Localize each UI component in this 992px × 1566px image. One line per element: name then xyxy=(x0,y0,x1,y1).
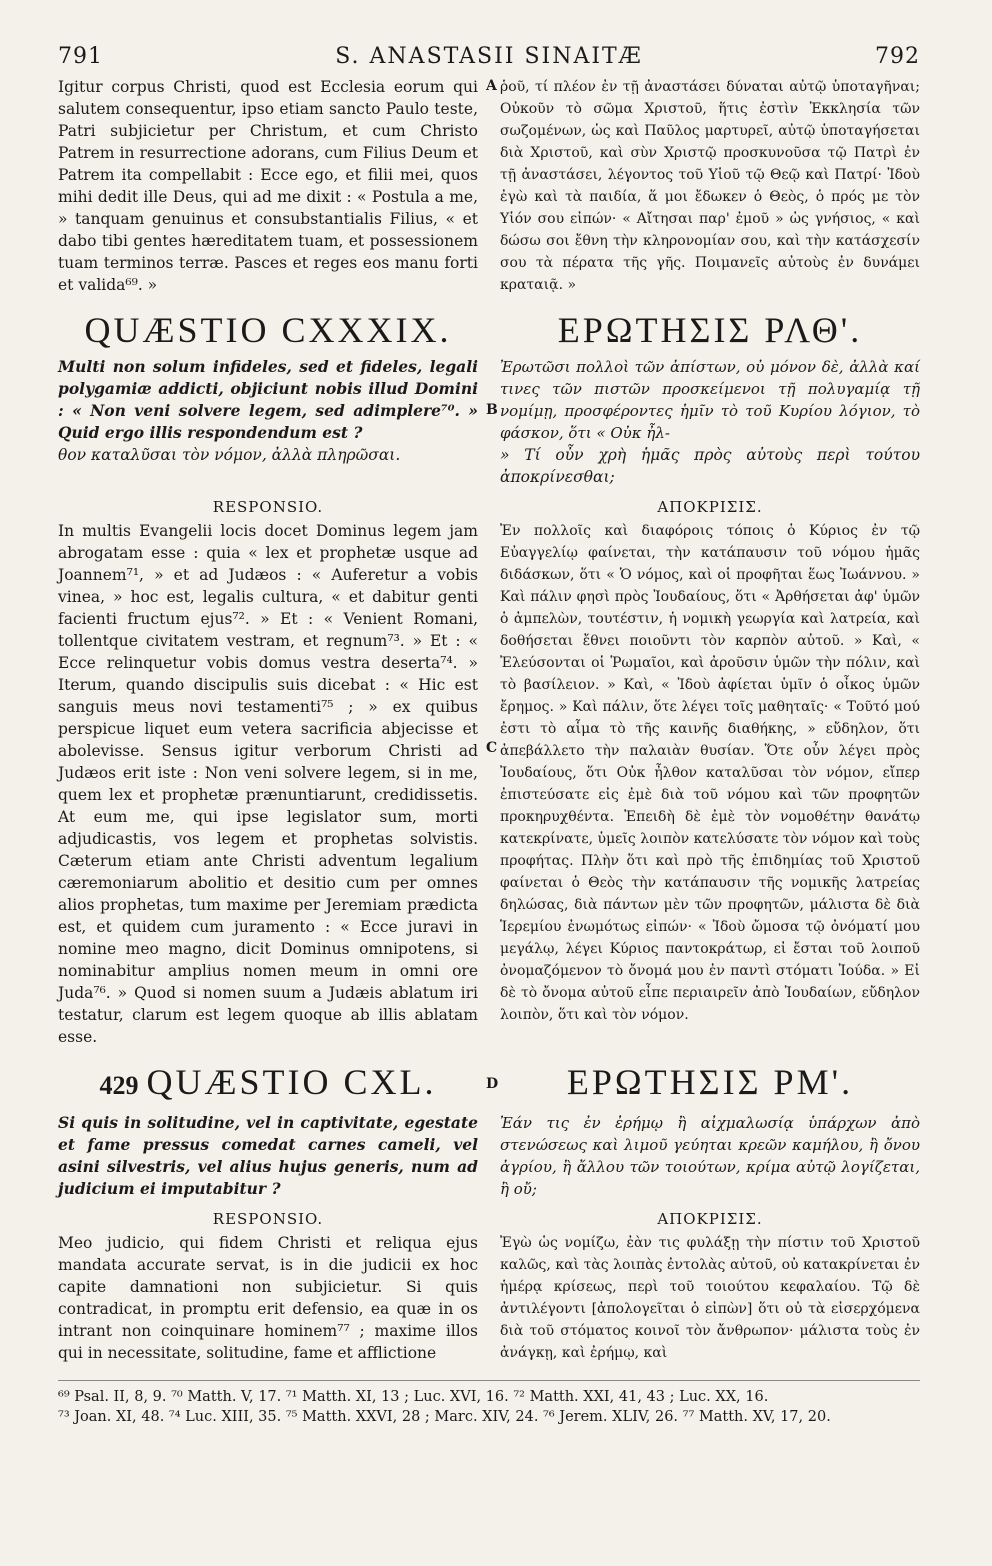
question-heading-greek: ΕΡΩΤΗΣΙΣ ΡΛΘ'. xyxy=(557,310,863,350)
question-text-greek: Ἐρωτῶσι πολλοὶ τῶν ἀπίστων, οὐ μόνον δὲ, ἀλλὰ καί τινες τῶν πιστῶν προσκείμενοι τῇ πολυγαμίᾳ τῇ νομίμῃ, προσφέροντες ἡμῖν τὸ τοῦ Κυρίου λόγιον, τὸ φάσκον, ὅτι « Οὐκ ἦλ- xyxy=(500,358,920,442)
question-text-latin: Multi non solum infideles, sed et fideles, legali polygamiæ addicti, objiciunt nobis illud Domini : « Non veni solvere legem, sed adimplere⁷⁰. » Quid ergo illis respondendum est ? xyxy=(58,357,478,442)
question-text-greek: Ἐάν τις ἐν ἐρήμῳ ἢ αἰχμαλωσίᾳ ὑπάρχων ἀπὸ στενώσεως καὶ λιμοῦ γεύηται κρεῶν καμήλου, ἢ ὄνου ἀγρίου, ἢ ἄλλου τῶν τοιούτων, κρίμα αὐτῷ λογίζεται, ἢ οὔ; xyxy=(500,1114,920,1198)
latin-column xyxy=(58,76,478,296)
page-number-right: 792 xyxy=(875,44,920,69)
margin-letter-c: C xyxy=(486,740,498,756)
greek-paragraph: ῥοῦ, τί πλέον ἐν τῇ ἀναστάσει δύναται αὐτῷ ὑποταγῆναι; Οὐκοῦν τὸ σῶμα Χριστοῦ, ἥτις ἐστὶν Ἐκκλησία τῶν σωζομένων, ὡς καὶ Παῦλος μαρτυρεῖ, αὐτῷ ὑποταγήσεται διὰ Χριστοῦ, καὶ σὺν Χριστῷ προσκυνοῦσα τῷ Πατρὶ ἐν τῇ ἀναστάσει, λέγοντος τοῦ Υἱοῦ τῷ Θεῷ καὶ Πατρί· Ἰδοὺ ἐγὼ καὶ τὰ παιδία, ἅ μοι ἔδωκεν ὁ Θεὸς, ὁ πρός με τὸν Υἱόν σου εἰπών· « Αἴτησαι παρ' ἐμοῦ » ὡς γνήσιος, « καὶ δώσω σοι ἔθνη τὴν κληρονομίαν σου, καὶ τὴν κατάσχεσίν σου τὰ πέρατα τῆς γῆς. Ποιμανεῖς αὐτοὺς ἐν δυνάμει κραταιᾷ. » xyxy=(500,79,920,293)
latin-paragraph: Igitur corpus Christi, quod est Ecclesia eorum qui salutem consequentur, ipso etiam sancto Paulo teste, Patri subjicietur per Christum, et cum Christo Patrem in resurrectione adorans, cum Filius Deum et Patrem ita compellabit : Ecce ego, et filii mei, quos mihi dedit ille Deus, qui ad me dixit : « Postula a me, » tanquam genuinus et consubstantialis Filius, « et dabo tibi gentes hæreditatem tuam, et possessionem tuam terminos terræ. Pasces et reges eos manu forti et valida⁶⁹. » xyxy=(58,78,478,294)
question-140-intro xyxy=(58,1112,920,1200)
page xyxy=(58,38,920,1427)
margin-letter-a: A xyxy=(486,78,497,94)
question-139-headings xyxy=(58,296,920,356)
question-heading-latin: QUÆSTIO CXXXIX. xyxy=(84,310,452,350)
column-number: 429 xyxy=(99,1071,139,1100)
footnote-line: ⁶⁹ Psal. II, 8, 9. ⁷⁰ Matth. V, 17. ⁷¹ Matth. XI, 13 ; Luc. XVI, 16. ⁷² Matth. XXI, 41, 43 ; Luc. XX, 16. xyxy=(58,1389,769,1405)
footnotes xyxy=(58,1380,920,1427)
greek-continuation-left: θον καταλῦσαι τὸν νόμον, ἀλλὰ πληρῶσαι. xyxy=(58,446,401,464)
response-text-greek: Ἐγὼ ὡς νομίζω, ἐὰν τις φυλάξῃ τὴν πίστιν τοῦ Χριστοῦ καλῶς, καὶ τὰς λοιπὰς ἐντολὰς αὐτοῦ, οὐ κατακρίνεται ἐν ἡμέρᾳ κρίσεως, περὶ τοῦ τοιούτου κεφαλαίου. Τῷ δὲ ἀντιλέγοντι [ἀπολογεῖται ὁ εἰπὼν] ὅτι οὐ τὰ εἰσερχόμενα διὰ τοῦ στόματος κοινοῖ τὸν ἄνθρωπον· μάλιστα τοὺς ἐν ἀνάγκῃ, καὶ ἐρήμῳ, καὶ xyxy=(500,1235,920,1361)
question-139-continuation xyxy=(58,444,920,488)
response-text-latin: Meo judicio, qui fidem Christi et reliqua ejus mandata accurate servat, is in die judicii ex hoc capite damnationi non subjicietur. Si quis contradicat, in promptu erit defensio, ea quæ in os intrant non coinquinare hominem⁷⁷ ; maxime illos qui in necessitate, solitudine, fame et afflictione xyxy=(58,1234,478,1362)
question-139-intro xyxy=(58,356,920,444)
footnote-line: ⁷³ Joan. XI, 48. ⁷⁴ Luc. XIII, 35. ⁷⁵ Matth. XXVI, 28 ; Marc. XIV, 24. ⁷⁶ Jerem. XLIV, 26. ⁷⁷ Matth. XV, 17, 20. xyxy=(58,1409,831,1425)
greek-continuation-right: » Τί οὖν χρὴ ἡμᾶς πρὸς αὐτοὺς περὶ τούτου ἀποκρίνεσθαι; xyxy=(500,446,920,486)
response-140-headings xyxy=(58,1200,920,1232)
response-text-greek: Ἐν πολλοῖς καὶ διαφόροις τόποις ὁ Κύριος ἐν τῷ Εὐαγγελίῳ φαίνεται, τὴν κατάπαυσιν τοῦ νόμου ἡμᾶς διδάσκων, ὅτι « Ὁ νόμος, καὶ οἱ προφῆται ἕως Ἰωάννου. » Καὶ πάλιν φησὶ πρὸς Ἰουδαίους, ὅτι « Ἀρθήσεται ἀφ' ὑμῶν ὁ ἀμπελὼν, τουτέστιν, ἡ νομικὴ γεωργία καὶ λατρεία, καὶ δοθήσεται ἔθνει ποιοῦντι τὸν καρπὸν αὐτοῦ. » Καὶ, « Ἐλεύσονται οἱ Ῥωμαῖοι, καὶ ἀροῦσιν ὑμῶν τὴν πόλιν, καὶ τὸ βασίλειον. » Καὶ, « Ἰδοὺ ἀφίεται ὑμῖν ὁ οἶκος ὑμῶν ἔρημος. » Καὶ πάλιν, ὅτε λέγει τοῖς μαθηταῖς· « Τοῦτό μού ἐστι τὸ αἷμα τὸ τῆς καινῆς διαθήκης, » εὔδηλον, ὅτι ἀπεβάλλετο τὴν παλαιὰν θυσίαν. Ὅτε οὖν λέγει πρὸς Ἰουδαίους, ὅτι Οὐκ ἦλθον καταλῦσαι τὸν νόμον, εἴπερ ἐπιστεύσατε εἰς ἐμὲ διὰ τοῦ νόμου καὶ τῶν προφητῶν προκηρυχθέντα. Ἐπειδὴ δὲ ἐμὲ τὸν νομοθέτην θανάτῳ κατεκρίνατε, ὑμεῖς λοιπὸν κατελύσατε τὸν νόμον καὶ τοὺς προφήτας. Πλὴν ὅτι καὶ πρὸ τῆς ἐπιδημίας τοῦ Χριστοῦ φαίνεται ὁ Θεὸς τὴν κατάπαυσιν τῆς νομικῆς λατρείας δηλώσας, διὰ πάντων μὲν τῶν προφητῶν, μάλιστα δὲ διὰ Ἱερεμίου ἐνωμότως εἰπών· « Ἰδοὺ ὤμοσα τῷ ὀνόματί μου μεγάλῳ, λέγει Κύριος παντοκράτωρ, εἰ ἔσται τοῦ λοιποῦ ὀνομαζόμενον τὸ ὄνομά μου ἐν παντὶ στόματι Ἰούδα. » Εἰ δὲ τὸ ὄνομα αὐτοῦ εἶπε περιαιρεῖν ἀπὸ Ἰουδαίων, εὔδηλον λοιπὸν, ὅτι καὶ τὸν νόμον. xyxy=(500,523,920,1023)
response-heading-latin: RESPONSIO. xyxy=(212,1210,324,1228)
question-heading-latin-text: QUÆSTIO CXL. xyxy=(146,1062,437,1102)
greek-column xyxy=(500,76,920,296)
response-140-body xyxy=(58,1232,920,1364)
question-140-headings xyxy=(58,1048,920,1112)
question-heading-greek: ΕΡΩΤΗΣΙΣ ΡΜ'. xyxy=(566,1062,854,1102)
running-title: S. ANASTASII SINAITÆ xyxy=(335,44,643,69)
margin-letter-d: D xyxy=(486,1076,499,1092)
question-heading-latin xyxy=(58,1062,478,1106)
response-139-headings xyxy=(58,488,920,520)
margin-letter-b: B xyxy=(486,402,498,418)
question-text-latin: Si quis in solitudine, vel in captivitate, egestate et fame pressus comedat carnes cameli, vel asini silvestris, vel alius hujus generis, num ad judicium ei imputabitur ? xyxy=(58,1113,478,1198)
opening-section xyxy=(58,76,920,296)
response-heading-greek: ΑΠΟΚΡΙΣΙΣ. xyxy=(657,498,763,516)
page-header xyxy=(58,38,920,76)
response-heading-greek: ΑΠΟΚΡΙΣΙΣ. xyxy=(657,1210,763,1228)
response-heading-latin: RESPONSIO. xyxy=(212,498,324,516)
page-number-left: 791 xyxy=(58,44,103,69)
response-text-latin: In multis Evangelii locis docet Dominus legem jam abrogatam esse : quia « lex et prophetæ usque ad Joannem⁷¹, » et ad Judæos : « Auferetur a vobis vinea, » hoc est, legalis cultura, « et dabitur genti facienti fructum ejus⁷². » Et : « Venient Romani, tollentque civitatem vestram, et regnum⁷³. » Et : « Ecce relinquetur vobis domus vestra deserta⁷⁴. » Iterum, quando discipulis suis dicebat : « Hic est sanguis meus novi testamenti⁷⁵ ; » ex quibus perspicue liquet eum vetera sacrificia abjecisse et abolevisse. Sensus igitur verborum Christi ad Judæos erit iste : Non veni solvere legem, si in me, quem lex et prophetæ prænuntiarunt, credidissetis. At eum me, qui ipse legislator sum, morti adjudicastis, vos legem et prophetas solvistis. Cæterum etiam ante Christi adventum legalium cæremoniarum abolitio et desitio cum per omnes alios prophetas, tum maxime per Jeremiam prædicta est, et quidem cum juramento : « Ecce juravi in nomine meo magno, dicit Dominus omnipotens, si nominabitur amplius nomen meum in omni ore Juda⁷⁶. » Quod si nomen suum a Judæis ablatum iri testatur, clarum est legem quoque ab illis ablatam esse. xyxy=(58,522,478,1046)
